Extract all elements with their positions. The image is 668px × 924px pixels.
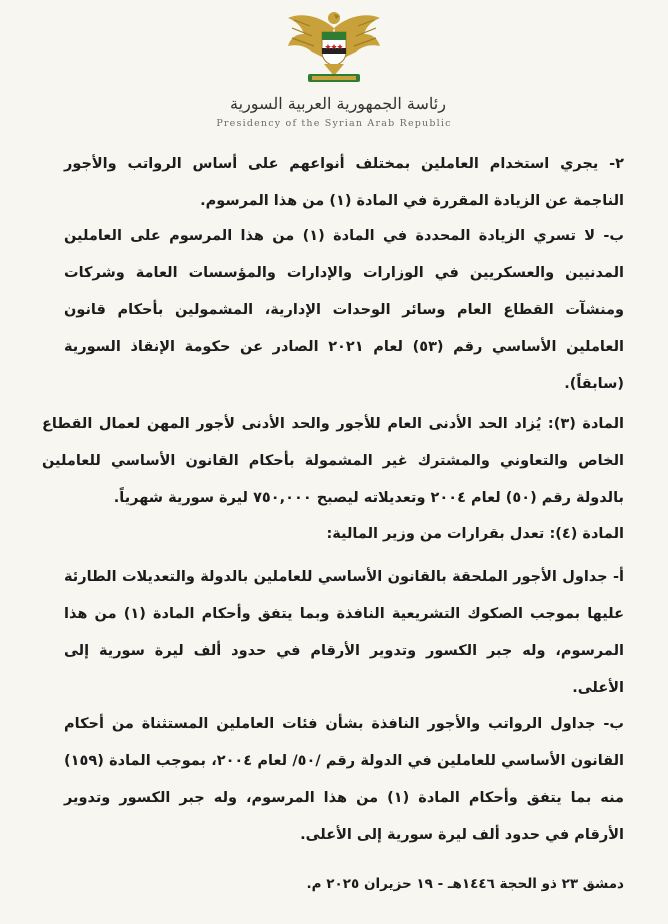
- article-4: [84, 516, 624, 553]
- header-title-english: Presidency of the Syrian Arab Republic: [216, 118, 452, 129]
- article-3: [42, 406, 624, 517]
- article-4-label: المادة (٤):: [549, 526, 624, 542]
- header-title-arabic: رئاسة الجمهورية العربية السورية: [230, 94, 446, 113]
- issue-date: دمشق ٢٣ ذو الحجة ١٤٤٦هـ - ١٩ حزيران ٢٠٢٥ م.: [306, 876, 624, 892]
- article-3-text: يُزاد الحد الأدنى العام للأجور والحد الأدنى لأجور المهن لعمال القطاع الخاص والتعاوني والمشترك غير المشمولة بأحكام القانون الأساسي للعاملين بالدولة رقم (٥٠) لعام ٢٠٠٤ وتعديلاته ليصبح ٧٥٠,٠٠٠ ليرة سورية شهرياً.: [42, 416, 624, 506]
- article-4-text: تعدل بقرارات من وزير المالية:: [326, 526, 550, 542]
- article-4-item-b: ب- جداول الرواتب والأجور النافذة بشأن فئات العاملين المستثناة من أحكام القانون الأساسي للعاملين في الدولة رقم /٥٠/ لعام ٢٠٠٤، بموجب المادة (١٥٩) منه بما يتفق وأحكام المادة (١) من هذا المرسوم، وله جبر الكسور وتدوير الأرقام في حدود ألف ليرة سورية إلى الأعلى.: [64, 716, 625, 843]
- hawk-of-quraish-emblem-icon: [284, 6, 384, 88]
- paragraph-item-2: ٢- يجري استخدام العاملين بمختلف أنواعهم على أساس الرواتب والأجور الناجمة عن الزيادة المقررة في المادة (١) من هذا المرسوم.: [64, 156, 624, 209]
- paragraph-item-b: ب- لا تسري الزيادة المحددة في المادة (١) من هذا المرسوم على العاملين المدنيين والعسكريين في الوزارات والإدارات والمؤسسات العامة وشركات ومنشآت القطاع العام وسائر الوحدات الإدارية، المشمولين بأحكام قانون العاملين الأساسي رقم (٥٣) لعام ٢٠٢١ الصادر عن حكومة الإنقاذ السورية (سابقاً).: [64, 228, 624, 392]
- article-4-item-a: أ- جداول الأجور الملحقة بالقانون الأساسي للعاملين بالدولة والتعديلات الطارئة عليها بموجب الصكوك التشريعية النافذة وبما يتفق وأحكام المادة (١) من هذا المرسوم، وله جبر الكسور وتدوير الأرقام في حدود ألف ليرة سورية إلى الأعلى.: [64, 569, 625, 696]
- article-3-label: المادة (٣):: [547, 416, 625, 432]
